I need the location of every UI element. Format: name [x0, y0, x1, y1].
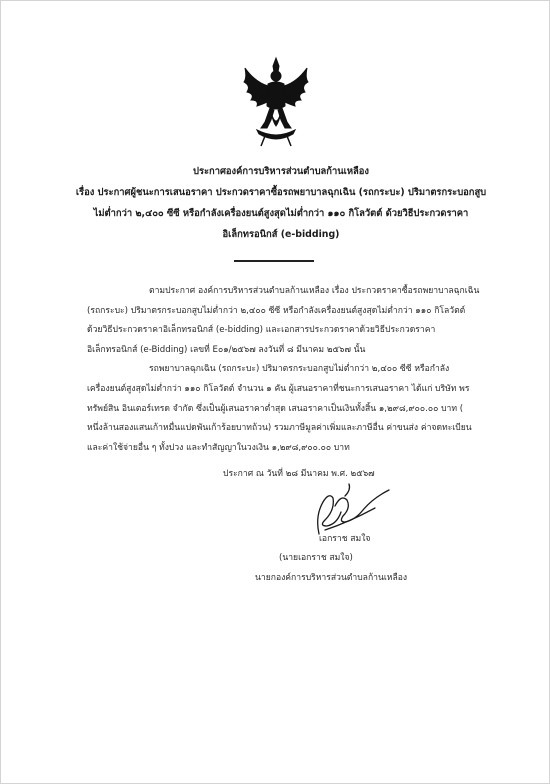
body-paragraph-1-line: ด้วยวิธีประกวดราคาอิเล็กทรอนิกส์ (e-bidding) และเอกสารประกวดราคาด้วยวิธีประกวดราคา	[87, 325, 436, 336]
handwritten-signature	[289, 476, 399, 538]
title-line-1: เรื่อง ประกาศผู้ชนะการเสนอราคา ประกวดราคาซื้อรถพยาบาลฉุกเฉิน (รถกระบะ) ปริมาตรกระบอกสูบ	[75, 187, 487, 198]
body-paragraph-1-line: อิเล็กทรอนิกส์ (e-Bidding) เลขที่ E๐๑/๒๕๖๗ ลงวันที่ ๘ มีนาคม ๒๕๖๗ นั้น	[87, 344, 366, 355]
title-line-2: ไม่ต่ำกว่า ๒,๔๐๐ ซีซี หรือกำลังเครื่องยนต์สูงสุดไม่ต่ำกว่า ๑๑๐ กิโลวัตต์ ด้วยวิธีประกวดราคา	[93, 208, 469, 219]
body-paragraph-2-line: ทรัพย์สิน อินเตอร์เทรด จำกัด ซึ่งเป็นผู้เสนอราคาต่ำสุด เสนอราคาเป็นเงินทั้งสิ้น ๑,๒๙๘,๙๐๐.๐๐ บาท (	[87, 403, 464, 414]
signer-full-name: (นายเอกราช สมใจ)	[279, 553, 353, 563]
signer-position: นายกองค์การบริหารส่วนตำบลก้านเหลือง	[255, 573, 408, 583]
title-line-3: อิเล็กทรอนิกส์ (e-bidding)	[222, 229, 340, 240]
announcement-title	[61, 161, 501, 245]
body-paragraph-2-line: และค่าใช้จ่ายอื่น ๆ ทั้งปวง และทำสัญญาในวงเงิน ๑,๒๙๘,๙๐๐.๐๐ บาท	[87, 442, 350, 453]
announcement-body	[87, 282, 517, 458]
body-paragraph-2-line: เครื่องยนต์สูงสุดไม่ต่ำกว่า ๑๑๐ กิโลวัตต์ จำนวน ๑ คัน ผู้เสนอราคาที่ชนะการเสนอราคา ได้แก่ บริษัท พร	[87, 383, 470, 394]
announce-date: ประกาศ ณ วันที่ ๒๘ มีนาคม พ.ศ. ๒๕๖๗	[223, 469, 375, 479]
body-paragraph-2-line: หนึ่งล้านสองแสนเก้าหมื่นแปดพันเก้าร้อยบาทถ้วน) รวมภาษีมูลค่าเพิ่มและภาษีอื่น ค่าขนส่ง ค่าจดทะเบียน	[87, 423, 472, 434]
garuda-emblem-icon	[241, 56, 311, 148]
body-paragraph-2-line: รถพยาบาลฉุกเฉิน (รถกระบะ) ปริมาตรกระบอกสูบไม่ต่ำกว่า ๒,๔๐๐ ซีซี หรือกำลัง	[149, 364, 450, 375]
divider-line	[234, 260, 314, 262]
signer-name: เอกราช สมใจ	[319, 534, 371, 544]
body-paragraph-1-line: ตามประกาศ องค์การบริหารส่วนตำบลก้านเหลือง เรื่อง ประกวดราคาซื้อรถพยาบาลฉุกเฉิน	[149, 286, 480, 296]
body-paragraph-1-line: (รถกระบะ) ปริมาตรกระบอกสูบไม่ต่ำกว่า ๒,๔๐๐ ซีซี หรือกำลังเครื่องยนต์สูงสุดไม่ต่ำกว่า ๑๑๐ กิโลวัตต์	[87, 305, 466, 316]
title-org: ประกาศองค์การบริหารส่วนตำบลก้านเหลือง	[193, 166, 369, 177]
